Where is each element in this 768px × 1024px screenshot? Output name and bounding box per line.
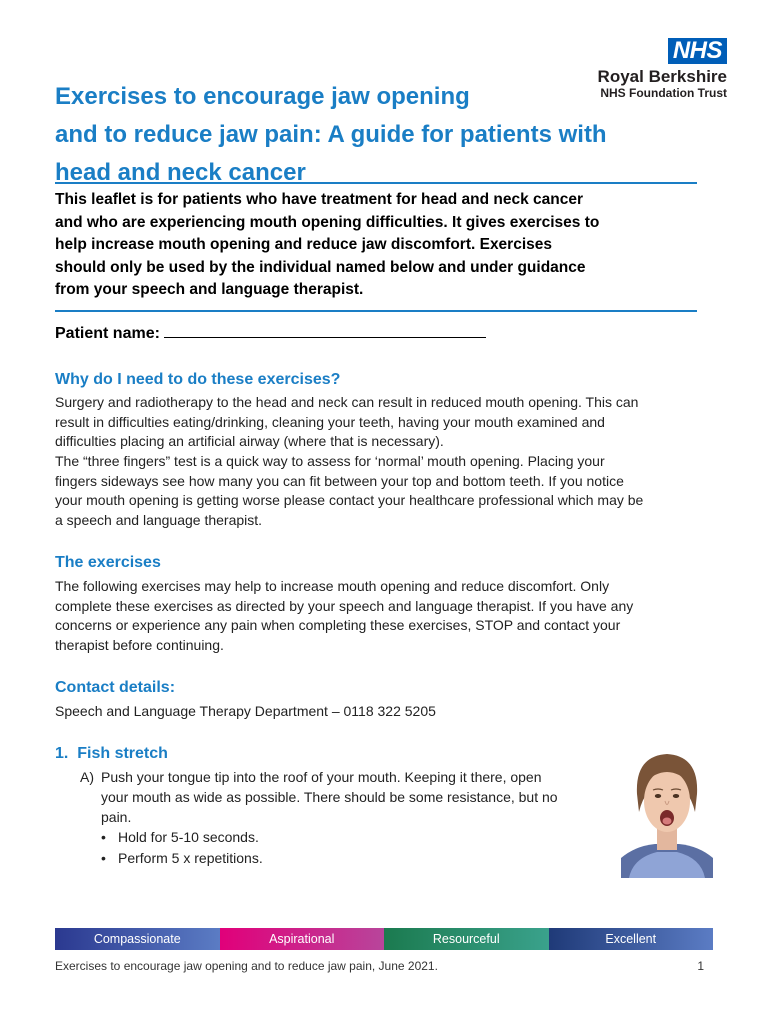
value-compassionate: Compassionate	[55, 928, 220, 950]
paragraph-line: fingers sideways see how many you can fit between your top and bottom teeth. If you notice	[55, 472, 624, 489]
contact-text: Speech and Language Therapy Department – 0118 322 5205	[55, 703, 436, 719]
paragraph-line: therapist before continuing.	[55, 637, 224, 654]
page-number: 1	[697, 959, 704, 973]
step-letter: A)	[80, 769, 94, 785]
title-line-1: Exercises to encourage jaw opening	[55, 83, 470, 110]
patient-name-label: Patient name:	[55, 325, 160, 342]
paragraph-line: concerns or experience any pain when completing these exercises, STOP and contact your	[55, 617, 621, 634]
list-item: • Perform 5 x repetitions.	[101, 848, 263, 869]
divider-bottom	[55, 310, 697, 312]
exercises-heading: The exercises	[55, 554, 161, 571]
nhs-logo: NHS	[668, 38, 727, 64]
trust-subtitle: NHS Foundation Trust	[600, 86, 727, 100]
intro-text	[55, 189, 705, 302]
fish-stretch-photo	[621, 746, 713, 878]
paragraph-line: a speech and language therapist.	[55, 512, 263, 529]
fish-stretch-bullets	[101, 827, 263, 869]
paragraph-line: your mouth opening is getting worse please contact your healthcare professional which may be	[55, 492, 644, 509]
intro-line: This leaflet is for patients who have treatment for head and neck cancer	[55, 191, 584, 208]
trust-name: Royal Berkshire	[597, 67, 727, 86]
why-heading: Why do I need to do these exercises?	[55, 371, 341, 388]
values-bar	[55, 928, 713, 950]
step-line: Push your tongue tip into the roof of your mouth. Keeping it there, open	[101, 769, 542, 785]
why-paragraph-2	[55, 452, 715, 531]
value-resourceful: Resourceful	[384, 928, 549, 950]
intro-line: and who are experiencing mouth opening difficulties. It gives exercises to	[55, 213, 600, 231]
paragraph-line: The “three fingers” test is a quick way to assess for ‘normal’ mouth opening. Placing your	[55, 453, 605, 469]
paragraph-line: The following exercises may help to increase mouth opening and reduce discomfort. Only	[55, 578, 610, 594]
why-paragraph-1	[55, 393, 715, 452]
paragraph-line: result in difficulties eating/drinking, cleaning your teeth, having your mouth examined and	[55, 413, 605, 430]
value-excellent: Excellent	[549, 928, 714, 950]
patient-name-row	[55, 323, 486, 343]
paragraph-line: difficulties placing an artificial airway (where that is necessary).	[55, 433, 444, 450]
title-line-3: head and neck cancer	[55, 159, 306, 186]
patient-name-field[interactable]	[164, 323, 486, 338]
title-line-2: and to reduce jaw pain: A guide for patients with	[55, 121, 607, 148]
paragraph-line: Surgery and radiotherapy to the head and neck can result in reduced mouth opening. This can	[55, 394, 639, 410]
divider-top	[55, 182, 697, 184]
page-title	[55, 78, 735, 192]
fish-stretch-heading: 1. Fish stretch	[55, 745, 168, 762]
value-aspirational: Aspirational	[220, 928, 385, 950]
exercises-paragraph	[55, 577, 715, 656]
intro-line: should only be used by the individual named below and under guidance	[55, 258, 586, 276]
step-line: your mouth as wide as possible. There should be some resistance, but no	[101, 789, 558, 805]
fish-stretch-step-a	[80, 767, 610, 827]
paragraph-line: complete these exercises as directed by your speech and language therapist. If you have any	[55, 597, 634, 614]
list-item: • Hold for 5-10 seconds.	[101, 827, 263, 848]
footer-text: Exercises to encourage jaw opening and to reduce jaw pain, June 2021.	[55, 959, 438, 973]
intro-line: from your speech and language therapist.	[55, 281, 364, 299]
intro-line: help increase mouth opening and reduce jaw discomfort. Exercises	[55, 236, 552, 254]
step-line: pain.	[101, 809, 132, 825]
contact-heading: Contact details:	[55, 679, 176, 696]
